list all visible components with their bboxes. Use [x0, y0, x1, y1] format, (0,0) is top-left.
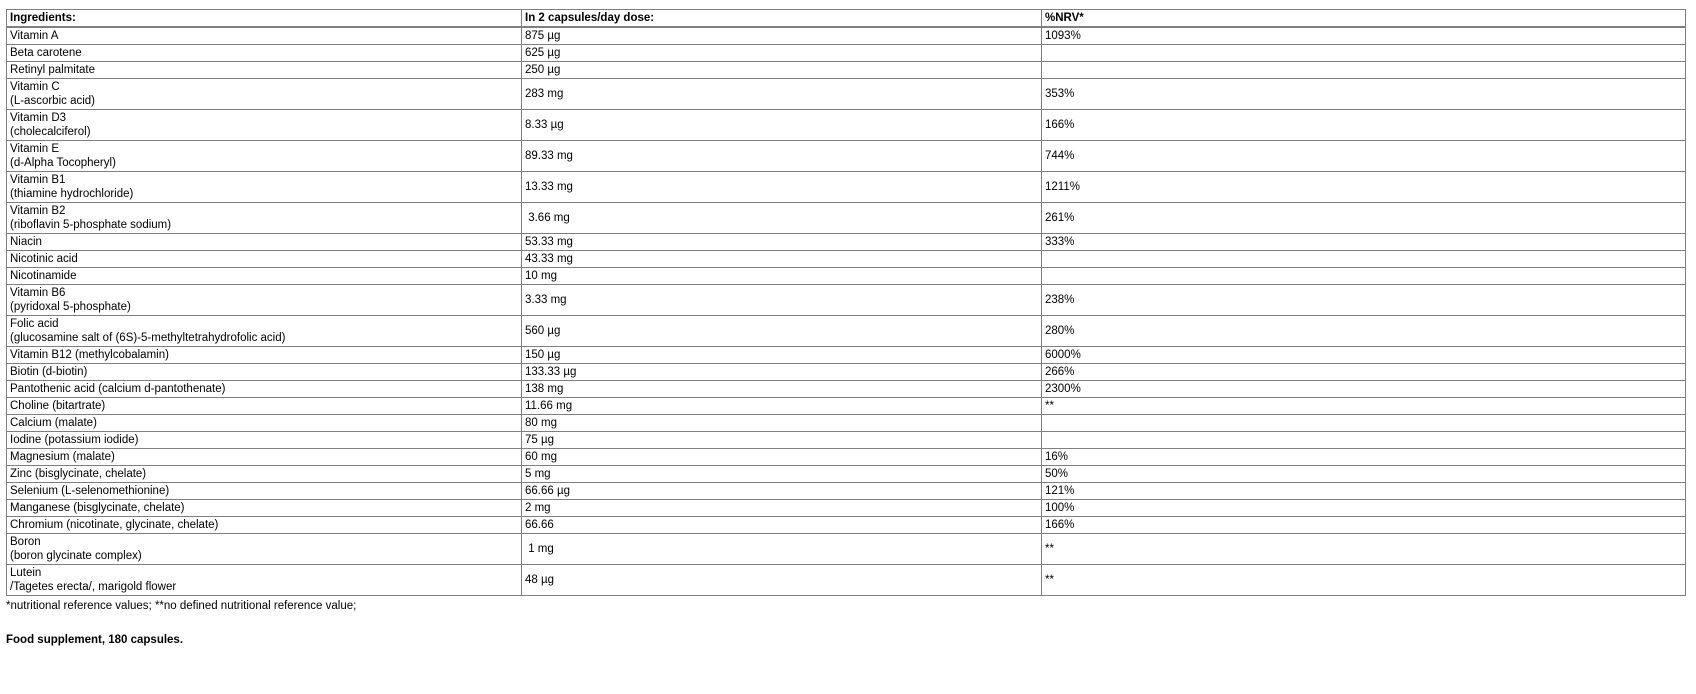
ingredient-name-line: Beta carotene — [10, 47, 82, 59]
dose-cell: 250 µg — [522, 62, 1042, 79]
nrv-cell: 166% — [1042, 110, 1686, 141]
ingredient-name-cell — [7, 483, 522, 500]
table-row — [7, 466, 1686, 483]
nrv-cell: 50% — [1042, 466, 1686, 483]
table-row — [7, 62, 1686, 79]
dose-cell: 625 µg — [522, 45, 1042, 62]
dose-cell: 13.33 mg — [522, 172, 1042, 203]
table-row — [7, 517, 1686, 534]
dose-cell: 89.33 mg — [522, 141, 1042, 172]
dose-cell: 66.66 — [522, 517, 1042, 534]
ingredient-name-line: Vitamin B2 — [10, 205, 66, 217]
dose-cell: 43.33 mg — [522, 251, 1042, 268]
ingredient-name-cell — [7, 432, 522, 449]
table-row — [7, 268, 1686, 285]
ingredient-name-cell — [7, 79, 522, 110]
dose-cell: 3.66 mg — [522, 203, 1042, 234]
ingredient-name-cell — [7, 203, 522, 234]
ingredient-name-line: Iodine (potassium iodide) — [10, 434, 139, 446]
header-ingredients: Ingredients: — [7, 10, 522, 28]
nrv-cell: 333% — [1042, 234, 1686, 251]
ingredient-name-cell — [7, 517, 522, 534]
ingredient-name-line: Lutein — [10, 567, 42, 579]
ingredient-name-line: Vitamin B1 — [10, 174, 66, 186]
ingredient-name-line: Vitamin A — [10, 30, 59, 42]
ingredient-name-cell — [7, 172, 522, 203]
dose-cell: 2 mg — [522, 500, 1042, 517]
dose-cell: 283 mg — [522, 79, 1042, 110]
ingredient-name-cell — [7, 234, 522, 251]
nrv-cell: 353% — [1042, 79, 1686, 110]
dose-cell: 875 µg — [522, 27, 1042, 45]
dose-cell: 3.33 mg — [522, 285, 1042, 316]
table-row — [7, 449, 1686, 466]
ingredient-name-cell — [7, 449, 522, 466]
ingredient-name-line: Vitamin D3 — [10, 112, 67, 124]
dose-cell: 60 mg — [522, 449, 1042, 466]
ingredient-name-cell — [7, 251, 522, 268]
nrv-cell: 238% — [1042, 285, 1686, 316]
nrv-cell: 16% — [1042, 449, 1686, 466]
ingredient-name-line: Boron — [10, 536, 41, 548]
nrv-cell — [1042, 432, 1686, 449]
nrv-cell: 121% — [1042, 483, 1686, 500]
ingredient-name-line: Zinc (bisglycinate, chelate) — [10, 468, 147, 480]
ingredient-name-cell — [7, 45, 522, 62]
ingredient-name-line: Niacin — [10, 236, 42, 248]
dose-cell: 75 µg — [522, 432, 1042, 449]
dose-cell: 138 mg — [522, 381, 1042, 398]
ingredient-name-cell — [7, 347, 522, 364]
ingredient-name-cell — [7, 268, 522, 285]
header-dose: In 2 capsules/day dose: — [522, 10, 1042, 28]
ingredient-name-cell — [7, 110, 522, 141]
ingredient-name-line: (thiamine hydrochloride) — [10, 188, 134, 200]
ingredient-name-line: /Tagetes erecta/, marigold flower — [10, 581, 177, 593]
ingredient-name-cell — [7, 398, 522, 415]
ingredient-name-line: Magnesium (malate) — [10, 451, 115, 463]
table-row — [7, 285, 1686, 316]
ingredient-name-cell — [7, 565, 522, 596]
ingredient-name-line: (boron glycinate complex) — [10, 550, 142, 562]
nrv-cell: 6000% — [1042, 347, 1686, 364]
ingredient-name-cell — [7, 534, 522, 565]
ingredient-name-line: Vitamin B6 — [10, 287, 66, 299]
ingredient-name-cell — [7, 500, 522, 517]
table-row — [7, 316, 1686, 347]
nrv-cell: ** — [1042, 398, 1686, 415]
table-row — [7, 415, 1686, 432]
nrv-cell — [1042, 268, 1686, 285]
nrv-cell: 2300% — [1042, 381, 1686, 398]
table-row — [7, 483, 1686, 500]
table-row — [7, 79, 1686, 110]
ingredient-name-cell — [7, 141, 522, 172]
ingredient-name-line: (pyridoxal 5-phosphate) — [10, 301, 131, 313]
table-row — [7, 234, 1686, 251]
ingredient-name-cell — [7, 27, 522, 45]
ingredient-name-line: Pantothenic acid (calcium d-pantothenate) — [10, 383, 226, 395]
ingredient-name-cell — [7, 381, 522, 398]
header-nrv: %NRV* — [1042, 10, 1686, 28]
nrv-cell — [1042, 415, 1686, 432]
ingredient-name-line: Selenium (L-selenomethionine) — [10, 485, 170, 497]
ingredient-name-line: Folic acid — [10, 318, 59, 330]
dose-cell: 48 µg — [522, 565, 1042, 596]
ingredient-name-line: Manganese (bisglycinate, chelate) — [10, 502, 185, 514]
ingredient-name-line: Nicotinic acid — [10, 253, 78, 265]
table-row — [7, 500, 1686, 517]
supplement-note: Food supplement, 180 capsules. — [6, 634, 184, 646]
table-row — [7, 534, 1686, 565]
nrv-cell: ** — [1042, 534, 1686, 565]
table-row — [7, 364, 1686, 381]
ingredient-name-line: Vitamin B12 (methylcobalamin) — [10, 349, 169, 361]
dose-cell: 150 µg — [522, 347, 1042, 364]
table-row — [7, 398, 1686, 415]
table-row — [7, 110, 1686, 141]
dose-cell: 8.33 µg — [522, 110, 1042, 141]
dose-cell: 53.33 mg — [522, 234, 1042, 251]
table-row — [7, 347, 1686, 364]
nrv-footnote: *nutritional reference values; **no defined nutritional reference value; — [6, 600, 357, 612]
nrv-cell: 266% — [1042, 364, 1686, 381]
table-row — [7, 27, 1686, 45]
table-header-row — [7, 10, 1686, 28]
dose-cell: 133.33 µg — [522, 364, 1042, 381]
dose-cell: 5 mg — [522, 466, 1042, 483]
nrv-cell: 744% — [1042, 141, 1686, 172]
nrv-cell: ** — [1042, 565, 1686, 596]
ingredient-name-line: Nicotinamide — [10, 270, 77, 282]
ingredient-name-line: Retinyl palmitate — [10, 64, 96, 76]
nrv-cell: 280% — [1042, 316, 1686, 347]
table-row — [7, 45, 1686, 62]
nrv-cell — [1042, 251, 1686, 268]
ingredient-name-line: Vitamin C — [10, 81, 60, 93]
dose-cell: 11.66 mg — [522, 398, 1042, 415]
ingredient-name-cell — [7, 316, 522, 347]
nrv-cell: 100% — [1042, 500, 1686, 517]
table-row — [7, 432, 1686, 449]
ingredient-name-line: (cholecalciferol) — [10, 126, 91, 138]
dose-cell: 560 µg — [522, 316, 1042, 347]
ingredient-name-line: (L-ascorbic acid) — [10, 95, 95, 107]
nrv-cell: 1211% — [1042, 172, 1686, 203]
ingredient-name-line: (riboflavin 5-phosphate sodium) — [10, 219, 172, 231]
table-row — [7, 565, 1686, 596]
table-row — [7, 381, 1686, 398]
dose-cell: 80 mg — [522, 415, 1042, 432]
dose-cell: 1 mg — [522, 534, 1042, 565]
nrv-cell — [1042, 45, 1686, 62]
table-row — [7, 141, 1686, 172]
ingredient-name-line: (glucosamine salt of (6S)-5-methyltetrahydrofolic acid) — [10, 332, 286, 344]
nrv-cell: 166% — [1042, 517, 1686, 534]
ingredient-name-cell — [7, 62, 522, 79]
table-row — [7, 172, 1686, 203]
table-row — [7, 251, 1686, 268]
ingredient-name-line: Calcium (malate) — [10, 417, 97, 429]
ingredient-name-line: Vitamin E — [10, 143, 60, 155]
ingredient-name-cell — [7, 364, 522, 381]
table-row — [7, 203, 1686, 234]
ingredients-table — [6, 9, 1686, 596]
dose-cell: 66.66 µg — [522, 483, 1042, 500]
nrv-cell: 261% — [1042, 203, 1686, 234]
ingredient-name-line: Chromium (nicotinate, glycinate, chelate) — [10, 519, 219, 531]
ingredient-name-line: Biotin (d-biotin) — [10, 366, 88, 378]
ingredient-name-cell — [7, 466, 522, 483]
ingredient-name-cell — [7, 415, 522, 432]
ingredient-name-line: (d-Alpha Tocopheryl) — [10, 157, 116, 169]
dose-cell: 10 mg — [522, 268, 1042, 285]
ingredient-name-cell — [7, 285, 522, 316]
nrv-cell — [1042, 62, 1686, 79]
ingredient-name-line: Choline (bitartrate) — [10, 400, 106, 412]
nrv-cell: 1093% — [1042, 27, 1686, 45]
